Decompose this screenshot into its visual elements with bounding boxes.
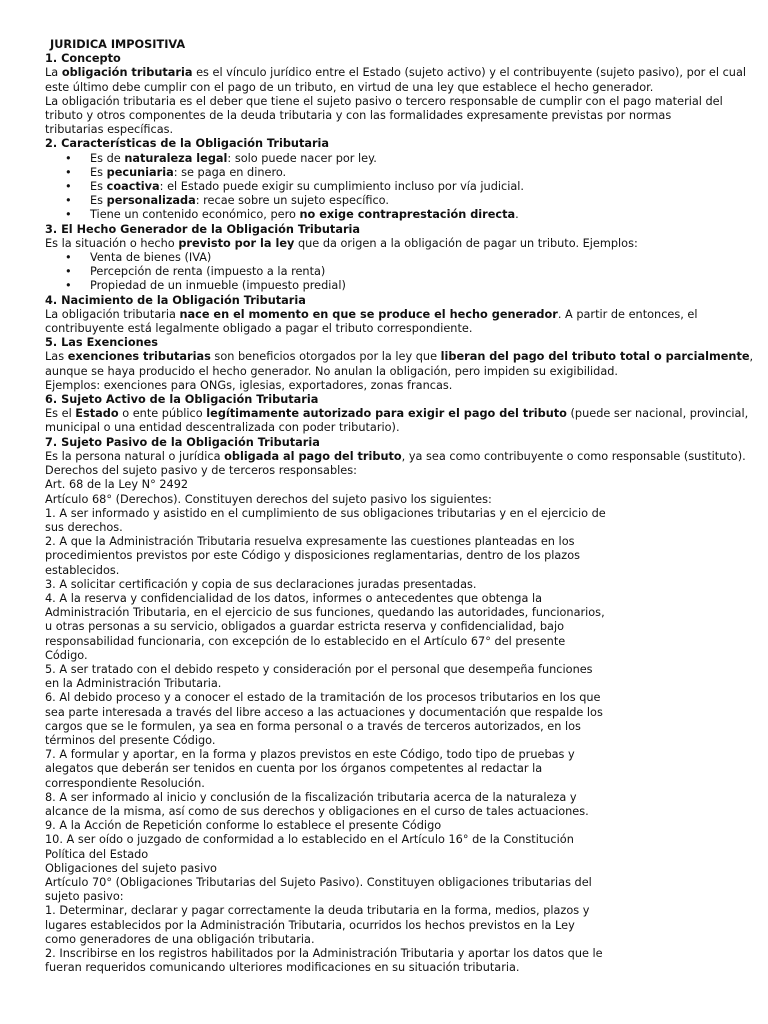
paragraph-line: establecidos. (45, 563, 120, 577)
paragraph-line: Artículo 68° (Derechos). Constituyen derechos del sujeto pasivo los siguientes: (45, 492, 492, 506)
paragraph-line: términos del presente Código. (45, 733, 216, 747)
section-5-heading: 5. Las Exenciones (45, 336, 159, 350)
paragraph-line: 1. Determinar, declarar y pagar correctamente la deuda tributaria en la forma, medios, plazos y (45, 904, 590, 918)
paragraph-line: Obligaciones del sujeto pasivo (45, 861, 217, 875)
paragraph-line: Código. (45, 648, 88, 662)
paragraph-line: Derechos del sujeto pasivo y de terceros responsables: (45, 464, 357, 478)
paragraph-line: 10. A ser oído o juzgado de conformidad a lo establecido en el Artículo 16° de la Constitución (45, 833, 574, 847)
paragraph-line: Política del Estado (45, 847, 149, 861)
section-6-heading: 6. Sujeto Activo de la Obligación Tributaria (45, 393, 319, 407)
paragraph-line: 8. A ser informado al inicio y conclusión de la fiscalización tributaria acerca de la naturaleza y (45, 790, 577, 804)
list-item: • Es coactiva: el Estado puede exigir su cumplimiento incluso por vía judicial. (45, 180, 735, 194)
section-3-heading: 3. El Hecho Generador de la Obligación Tributaria (45, 222, 361, 236)
paragraph-line: responsabilidad funcionaria, con excepción de lo establecido en el Artículo 67° del presente (45, 634, 566, 648)
list-item: • Propiedad de un inmueble (impuesto predial) (45, 279, 735, 293)
paragraph-line: u otras personas a su servicio, obligados a guardar estricta reserva y confidencialidad, bajo (45, 620, 565, 634)
paragraph-line: 6. Al debido proceso y a conocer el estado de la tramitación de los procesos tributarios en los que (45, 691, 601, 705)
paragraph-line: sea parte interesada a través del libre acceso a las actuaciones y documentación que respalde los (45, 705, 603, 719)
list-item: • Percepción de renta (impuesto a la renta) (45, 265, 735, 279)
examples-list (45, 251, 735, 294)
paragraph-line: 2. A que la Administración Tributaria resuelva expresamente las cuestiones planteadas en los (45, 535, 575, 549)
paragraph-line: alcance de la misma, así como de sus derechos y obligaciones en el curso de tales actuaciones. (45, 804, 589, 818)
paragraph-line: Ejemplos: exenciones para ONGs, iglesias, exportadores, zonas francas. (45, 378, 453, 392)
paragraph-line: 2. Inscribirse en los registros habilitados por la Administración Tributaria y aportar los datos que le (45, 947, 603, 960)
document-title: JURIDICA IMPOSITIVA (50, 38, 186, 51)
paragraph: Las exenciones tributarias son beneficios otorgados por la ley que liberan del pago del tributo total o parcialmente, (45, 350, 754, 364)
paragraph-line: Artículo 70° (Obligaciones Tributarias del Sujeto Pasivo). Constituyen obligaciones tributarias del (45, 875, 592, 889)
paragraph-line: este último debe cumplir con el pago de un tributo, en virtud de una ley que establece el hecho generador. (45, 80, 654, 94)
paragraph-line: 4. A la reserva y confidencialidad de los datos, informes o antecedentes que obtenga la (45, 591, 543, 605)
section-2-heading: 2. Características de la Obligación Tributaria (45, 137, 330, 151)
paragraph-line: en la Administración Tributaria. (45, 677, 222, 691)
paragraph: La obligación tributaria nace en el momento en que se produce el hecho generador. A partir de entonces, el (45, 307, 698, 321)
paragraph-line: tributarias específicas. (45, 123, 174, 137)
paragraph-line: La obligación tributaria es el deber que tiene el sujeto pasivo o tercero responsable de cumplir con el pago material del (45, 94, 723, 108)
paragraph-line: como generadores de una obligación tributaria. (45, 932, 315, 946)
paragraph-line: sus derechos. (45, 520, 123, 534)
paragraph-line: cargos que se le formulen, ya sea en forma personal o a través de terceros autorizados, en los (45, 719, 581, 733)
list-item: • Tiene un contenido económico, pero no exige contraprestación directa. (45, 208, 735, 222)
paragraph-line: procedimientos previstos por este Código y disposiciones reglamentarias, dentro de los plazos (45, 549, 581, 563)
paragraph-line: sujeto pasivo: (45, 890, 124, 904)
paragraph-line: lugares establecidos por la Administración Tributaria, ocurridos los hechos previstos en la Ley (45, 918, 575, 932)
paragraph-line: contribuyente está legalmente obligado a pagar el tributo correspondiente. (45, 322, 473, 336)
paragraph-line: tributo y otros componentes de la deuda tributaria y con las formalidades expresamente previstas por normas (45, 109, 672, 123)
paragraph-line: aunque se haya producido el hecho generador. No anulan la obligación, pero impiden su exigibilidad. (45, 364, 619, 378)
paragraph-line: 5. A ser tratado con el debido respeto y consideración por el personal que desempeña funciones (45, 662, 593, 676)
paragraph-line: 7. A formular y aportar, en la forma y plazos previstos en este Código, todo tipo de pruebas y (45, 748, 575, 762)
paragraph-line: Administración Tributaria, en el ejercicio de sus funciones, quedando las autoridades, funcionarios, (45, 606, 605, 620)
list-item: • Venta de bienes (IVA) (45, 251, 735, 265)
section-1-heading: 1. Concepto (45, 52, 121, 66)
paragraph-line: alegatos que deberán ser tenidos en cuenta por los órganos competentes al redactar la (45, 762, 543, 776)
paragraph: Es la persona natural o jurídica obligada al pago del tributo, ya sea como contribuyente o como responsable (sustituto). (45, 449, 746, 463)
list-item: • Es personalizada: recae sobre un sujeto específico. (45, 194, 735, 208)
characteristics-list (45, 152, 735, 223)
list-item: • Es pecuniaria: se paga en dinero. (45, 166, 735, 180)
paragraph: La obligación tributaria es el vínculo jurídico entre el Estado (sujeto activo) y el contribuyente (sujeto pasivo), por el cual (45, 66, 747, 80)
paragraph-line: Art. 68 de la Ley N° 2492 (45, 478, 189, 492)
section-7-heading: 7. Sujeto Pasivo de la Obligación Tributaria (45, 435, 320, 449)
document-page (45, 38, 754, 975)
paragraph-line: municipal o una entidad descentralizada con poder tributario). (45, 421, 400, 435)
paragraph: Es la situación o hecho previsto por la ley que da origen a la obligación de pagar un tributo. Ejemplos: (45, 236, 638, 250)
list-item: • Es de naturaleza legal: solo puede nacer por ley. (45, 152, 735, 166)
paragraph: Es el Estado o ente público legítimamente autorizado para exigir el pago del tributo (puede ser nacional, provincial, (45, 407, 749, 421)
paragraph-line: 3. A solicitar certificación y copia de sus declaraciones juradas presentadas. (45, 577, 477, 591)
section-4-heading: 4. Nacimiento de la Obligación Tributaria (45, 293, 306, 307)
paragraph-line: 1. A ser informado y asistido en el cumplimiento de sus obligaciones tributarias y en el ejercicio de (45, 506, 606, 520)
paragraph-line: 9. A la Acción de Repetición conforme lo establece el presente Código (45, 819, 442, 833)
paragraph-line: fueran requeridos comunicando ulteriores modificaciones en su situación tributaria. (45, 961, 520, 975)
paragraph-line: correspondiente Resolución. (45, 776, 205, 790)
